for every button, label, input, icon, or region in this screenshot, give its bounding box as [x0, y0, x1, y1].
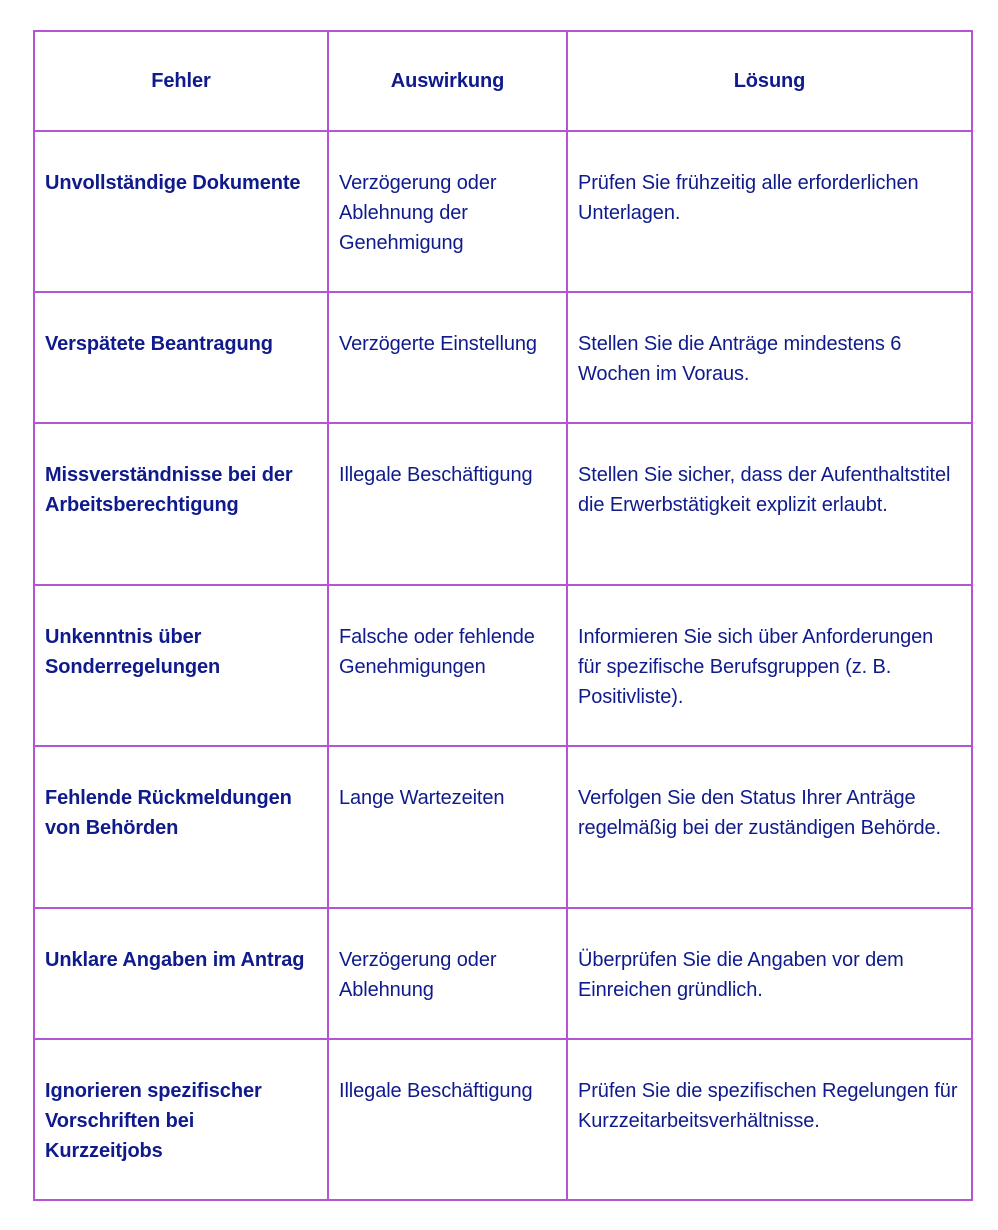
cell-fehler: Ignorieren spezifischer Vorschriften bei Kurzzeitjobs: [34, 1039, 328, 1200]
table-row: [34, 423, 972, 585]
cell-loesung: Prüfen Sie die spezifischen Regelungen für Kurzzeitarbeitsverhältnisse.: [567, 1039, 972, 1200]
cell-fehler: Unvollständige Dokumente: [34, 131, 328, 292]
cell-fehler: Verspätete Beantragung: [34, 292, 328, 423]
cell-fehler: Unkenntnis über Sonderregelungen: [34, 585, 328, 746]
cell-loesung: Verfolgen Sie den Status Ihrer Anträge regelmäßig bei der zuständigen Behörde.: [567, 746, 972, 908]
cell-auswirkung: Lange Wartezeiten: [328, 746, 567, 908]
table-row: [34, 1039, 972, 1200]
cell-fehler: Unklare Angaben im Antrag: [34, 908, 328, 1039]
cell-loesung: Stellen Sie die Anträge mindestens 6 Wochen im Voraus.: [567, 292, 972, 423]
cell-fehler: Missverständnisse bei der Arbeitsberechtigung: [34, 423, 328, 585]
errors-table: [33, 30, 973, 1201]
table-row: [34, 746, 972, 908]
cell-auswirkung: Verzögerung oder Ablehnung: [328, 908, 567, 1039]
table-row: [34, 908, 972, 1039]
errors-table-container: [33, 30, 971, 1201]
cell-auswirkung: Falsche oder fehlende Genehmigungen: [328, 585, 567, 746]
header-fehler: Fehler: [34, 31, 328, 131]
cell-auswirkung: Verzögerte Einstellung: [328, 292, 567, 423]
table-header-row: [34, 31, 972, 131]
header-auswirkung: Auswirkung: [328, 31, 567, 131]
table-row: [34, 292, 972, 423]
cell-loesung: Stellen Sie sicher, dass der Aufenthaltstitel die Erwerbstätigkeit explizit erlaubt.: [567, 423, 972, 585]
table-row: [34, 131, 972, 292]
cell-loesung: Überprüfen Sie die Angaben vor dem Einreichen gründlich.: [567, 908, 972, 1039]
cell-auswirkung: Illegale Beschäftigung: [328, 1039, 567, 1200]
cell-loesung: Informieren Sie sich über Anforderungen für spezifische Berufsgruppen (z. B. Positivliste).: [567, 585, 972, 746]
cell-auswirkung: Verzögerung oder Ablehnung der Genehmigung: [328, 131, 567, 292]
header-loesung: Lösung: [567, 31, 972, 131]
cell-loesung: Prüfen Sie frühzeitig alle erforderlichen Unterlagen.: [567, 131, 972, 292]
cell-auswirkung: Illegale Beschäftigung: [328, 423, 567, 585]
table-row: [34, 585, 972, 746]
cell-fehler: Fehlende Rückmeldungen von Behörden: [34, 746, 328, 908]
